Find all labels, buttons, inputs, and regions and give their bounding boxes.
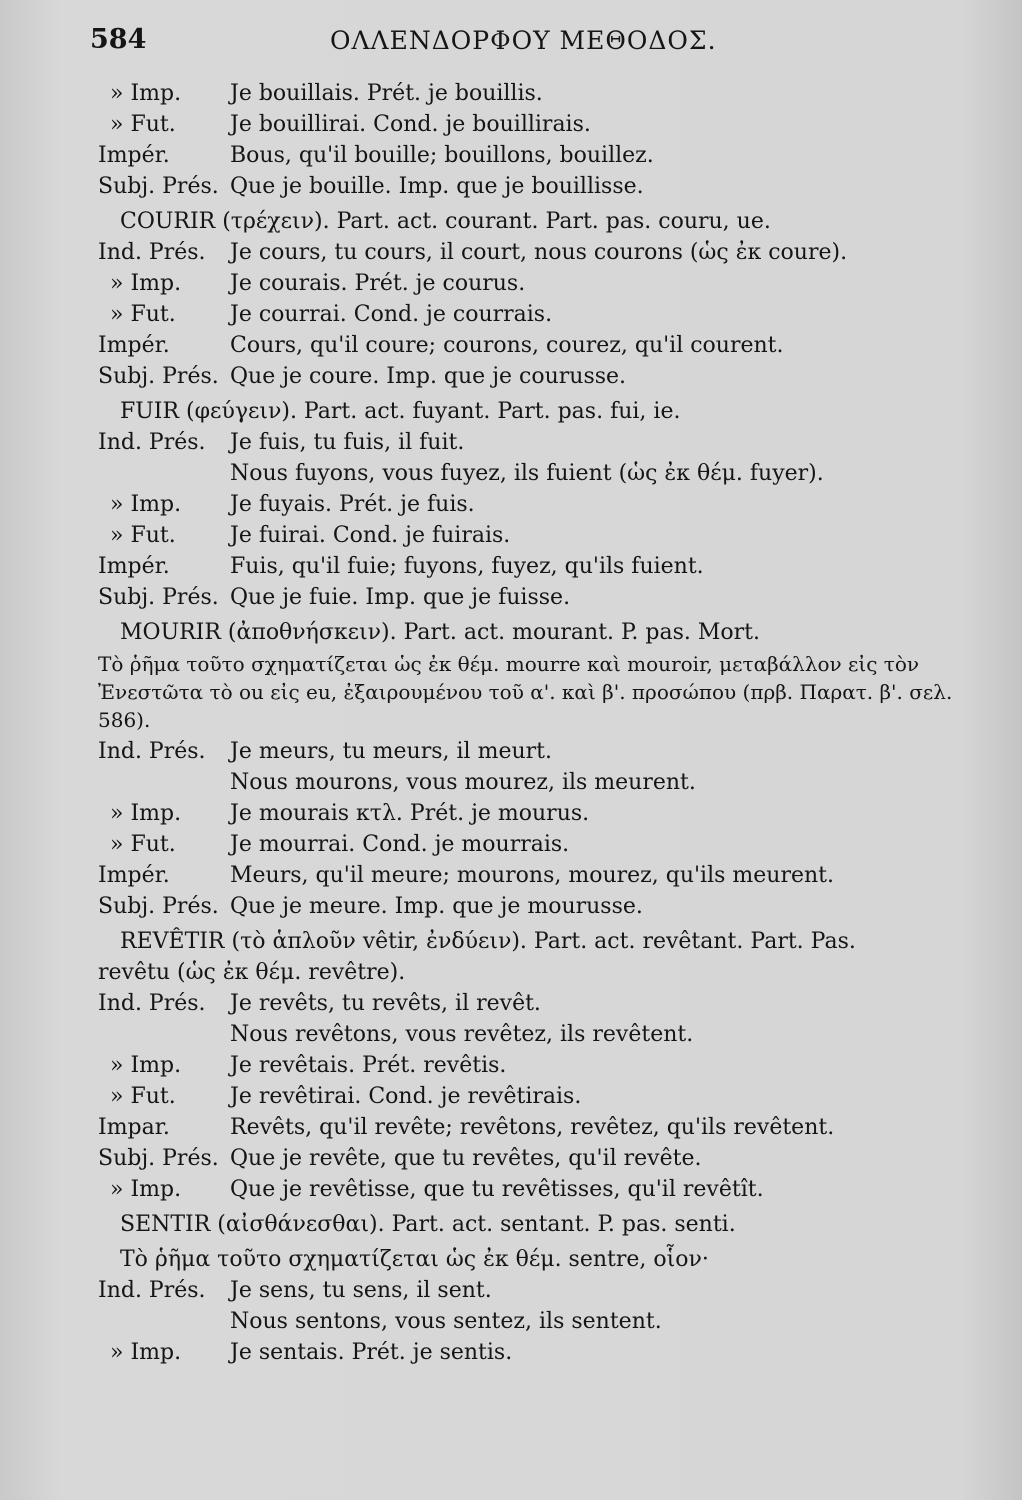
tense-label: » Fut.	[110, 302, 176, 327]
continuation-line: Nous fuyons, vous fuyez, ils fuient (ὡς ἐκ θέμ. fuyer).	[230, 461, 824, 486]
conjugation-text: Revêts, qu'il revête; revêtons, revêtez, qu'ils revêtent.	[230, 1115, 835, 1140]
conjugation-text: Je bouillais. Prét. je bouillis.	[230, 81, 543, 106]
conjugation-text: Que je coure. Imp. que je courusse.	[230, 364, 627, 389]
conjugation-text: Je fuis, tu fuis, il fuit.	[230, 430, 465, 455]
conjugation-text: Je revêtirai. Cond. je revêtirais.	[230, 1084, 582, 1109]
conjugation-text: Je revêts, tu revêts, il revêt.	[230, 991, 541, 1016]
conjugation-line	[98, 1081, 968, 1112]
tense-label: » Imp.	[110, 492, 182, 517]
conjugation-text: Bous, qu'il bouille; bouillons, bouillez.	[230, 143, 654, 168]
conjugation-text: Meurs, qu'il meure; mourons, mourez, qu'ils meurent.	[230, 863, 834, 888]
verb-heading: COURIR (τρέχειν). Part. act. courant. Part. pas. couru, ue.	[120, 209, 771, 234]
conjugation-line	[98, 736, 968, 767]
continuation-line: revêtu (ὡς ἐκ θέμ. revêtre).	[98, 960, 406, 985]
conjugation-line	[98, 1112, 968, 1143]
continuation-line: Nous sentons, vous sentez, ils sentent.	[230, 1309, 662, 1334]
conjugation-line	[98, 1275, 968, 1306]
conjugation-text: Je mourrai. Cond. je mourrais.	[230, 832, 570, 857]
running-title: ΟΛΛΕΝΔΟΡΦΟΥ ΜΕΘΟΔΟΣ.	[330, 26, 717, 55]
tense-label: Impér.	[98, 554, 170, 579]
conjugation-text: Je revêtais. Prét. revêtis.	[230, 1053, 507, 1078]
conjugation-text: Je meurs, tu meurs, il meurt.	[230, 739, 552, 764]
tense-label: Subj. Prés.	[98, 894, 219, 919]
conjugation-line	[98, 891, 968, 922]
conjugation-line	[98, 171, 968, 202]
conjugation-line	[98, 109, 968, 140]
tense-label: » Fut.	[110, 1084, 176, 1109]
tense-label: Impér.	[98, 333, 170, 358]
conjugation-text: Je sens, tu sens, il sent.	[230, 1278, 492, 1303]
tense-label: Subj. Prés.	[98, 585, 219, 610]
note-paragraph: Τὸ ῥῆμα τοῦτο σχηματίζεται ὡς ἐκ θέμ. mourre καὶ mouroir, μεταβάλλον εἰς τὸν Ἐνεστῶτα τὸ ou εἰς eu, ἐξαιρουμένου τοῦ α'. καὶ β'. προσώπου (πρβ. Παρατ. β'. σελ. 586).	[98, 652, 953, 732]
conjugation-text: Que je revête, que tu revêtes, qu'il revête.	[230, 1146, 702, 1171]
continuation-line: Nous mourons, vous mourez, ils meurent.	[230, 770, 696, 795]
conjugation-text: Que je revêtisse, que tu revêtisses, qu'il revêtît.	[230, 1177, 764, 1202]
tense-label: » Fut.	[110, 112, 176, 137]
tense-label: Ind. Prés.	[98, 991, 206, 1016]
verb-heading: REVÊTIR (τὸ ἁπλοῦν vêtir, ἐνδύειν). Part. act. revêtant. Part. Pas.	[120, 929, 856, 954]
conjugation-line	[98, 361, 968, 392]
conjugation-line	[98, 829, 968, 860]
page-header	[90, 24, 960, 64]
verb-heading: MOURIR (ἀποθνήσκειν). Part. act. mourant. P. pas. Mort.	[120, 620, 760, 645]
conjugation-text: Je bouillirai. Cond. je bouillirais.	[230, 112, 591, 137]
conjugation-line	[98, 330, 968, 361]
conjugation-text: Je fuirai. Cond. je fuirais.	[230, 523, 511, 548]
verb-heading: FUIR (φεύγειν). Part. act. fuyant. Part. pas. fui, ie.	[120, 399, 681, 424]
page-number: 584	[90, 24, 147, 55]
conjugation-line	[98, 268, 968, 299]
conjugation-text: Cours, qu'il coure; courons, courez, qu'il courent.	[230, 333, 784, 358]
conjugation-line	[98, 427, 968, 458]
tense-label: » Fut.	[110, 523, 176, 548]
tense-label: Subj. Prés.	[98, 1146, 219, 1171]
conjugation-line	[98, 798, 968, 829]
conjugation-line	[98, 489, 968, 520]
conjugation-line	[98, 140, 968, 171]
conjugation-text: Je mourais κτλ. Prét. je mourus.	[230, 801, 590, 826]
verb-heading: Τὸ ῥῆμα τοῦτο σχηματίζεται ὡς ἐκ θέμ. sentre, οἷον·	[120, 1247, 709, 1272]
conjugation-line	[98, 1337, 968, 1368]
tense-label: » Imp.	[110, 271, 182, 296]
conjugation-line	[98, 551, 968, 582]
conjugation-line	[98, 78, 968, 109]
conjugation-text: Que je meure. Imp. que je mourusse.	[230, 894, 643, 919]
tense-label: Impér.	[98, 143, 170, 168]
conjugation-line	[98, 299, 968, 330]
conjugation-text: Je courrai. Cond. je courrais.	[230, 302, 553, 327]
tense-label: Ind. Prés.	[98, 739, 206, 764]
conjugation-line	[98, 1143, 968, 1174]
tense-label: » Imp.	[110, 1340, 182, 1365]
tense-label: Impar.	[98, 1115, 170, 1140]
tense-label: » Imp.	[110, 81, 182, 106]
continuation-line: Nous revêtons, vous revêtez, ils revêtent.	[230, 1022, 694, 1047]
conjugation-text: Que je bouille. Imp. que je bouillisse.	[230, 174, 644, 199]
conjugation-text: Je cours, tu cours, il court, nous courons (ὡς ἐκ coure).	[230, 240, 848, 265]
conjugation-text: Que je fuie. Imp. que je fuisse.	[230, 585, 571, 610]
conjugation-text: Fuis, qu'il fuie; fuyons, fuyez, qu'ils fuient.	[230, 554, 704, 579]
tense-label: » Imp.	[110, 1177, 182, 1202]
conjugation-line	[98, 520, 968, 551]
tense-label: » Imp.	[110, 1053, 182, 1078]
conjugation-line	[98, 1174, 968, 1205]
tense-label: Subj. Prés.	[98, 174, 219, 199]
tense-label: Impér.	[98, 863, 170, 888]
tense-label: » Imp.	[110, 801, 182, 826]
tense-label: » Fut.	[110, 832, 176, 857]
tense-label: Ind. Prés.	[98, 1278, 206, 1303]
conjugation-line	[98, 237, 968, 268]
conjugation-line	[98, 582, 968, 613]
conjugation-line	[98, 860, 968, 891]
page-body	[98, 78, 968, 1368]
conjugation-text: Je fuyais. Prét. je fuis.	[230, 492, 475, 517]
tense-label: Ind. Prés.	[98, 240, 206, 265]
conjugation-text: Je courais. Prét. je courus.	[230, 271, 526, 296]
conjugation-line	[98, 1050, 968, 1081]
conjugation-line	[98, 988, 968, 1019]
tense-label: Ind. Prés.	[98, 430, 206, 455]
conjugation-text: Je sentais. Prét. je sentis.	[230, 1340, 513, 1365]
verb-heading: SENTIR (αἰσθάνεσθαι). Part. act. sentant. P. pas. senti.	[120, 1212, 736, 1237]
tense-label: Subj. Prés.	[98, 364, 219, 389]
